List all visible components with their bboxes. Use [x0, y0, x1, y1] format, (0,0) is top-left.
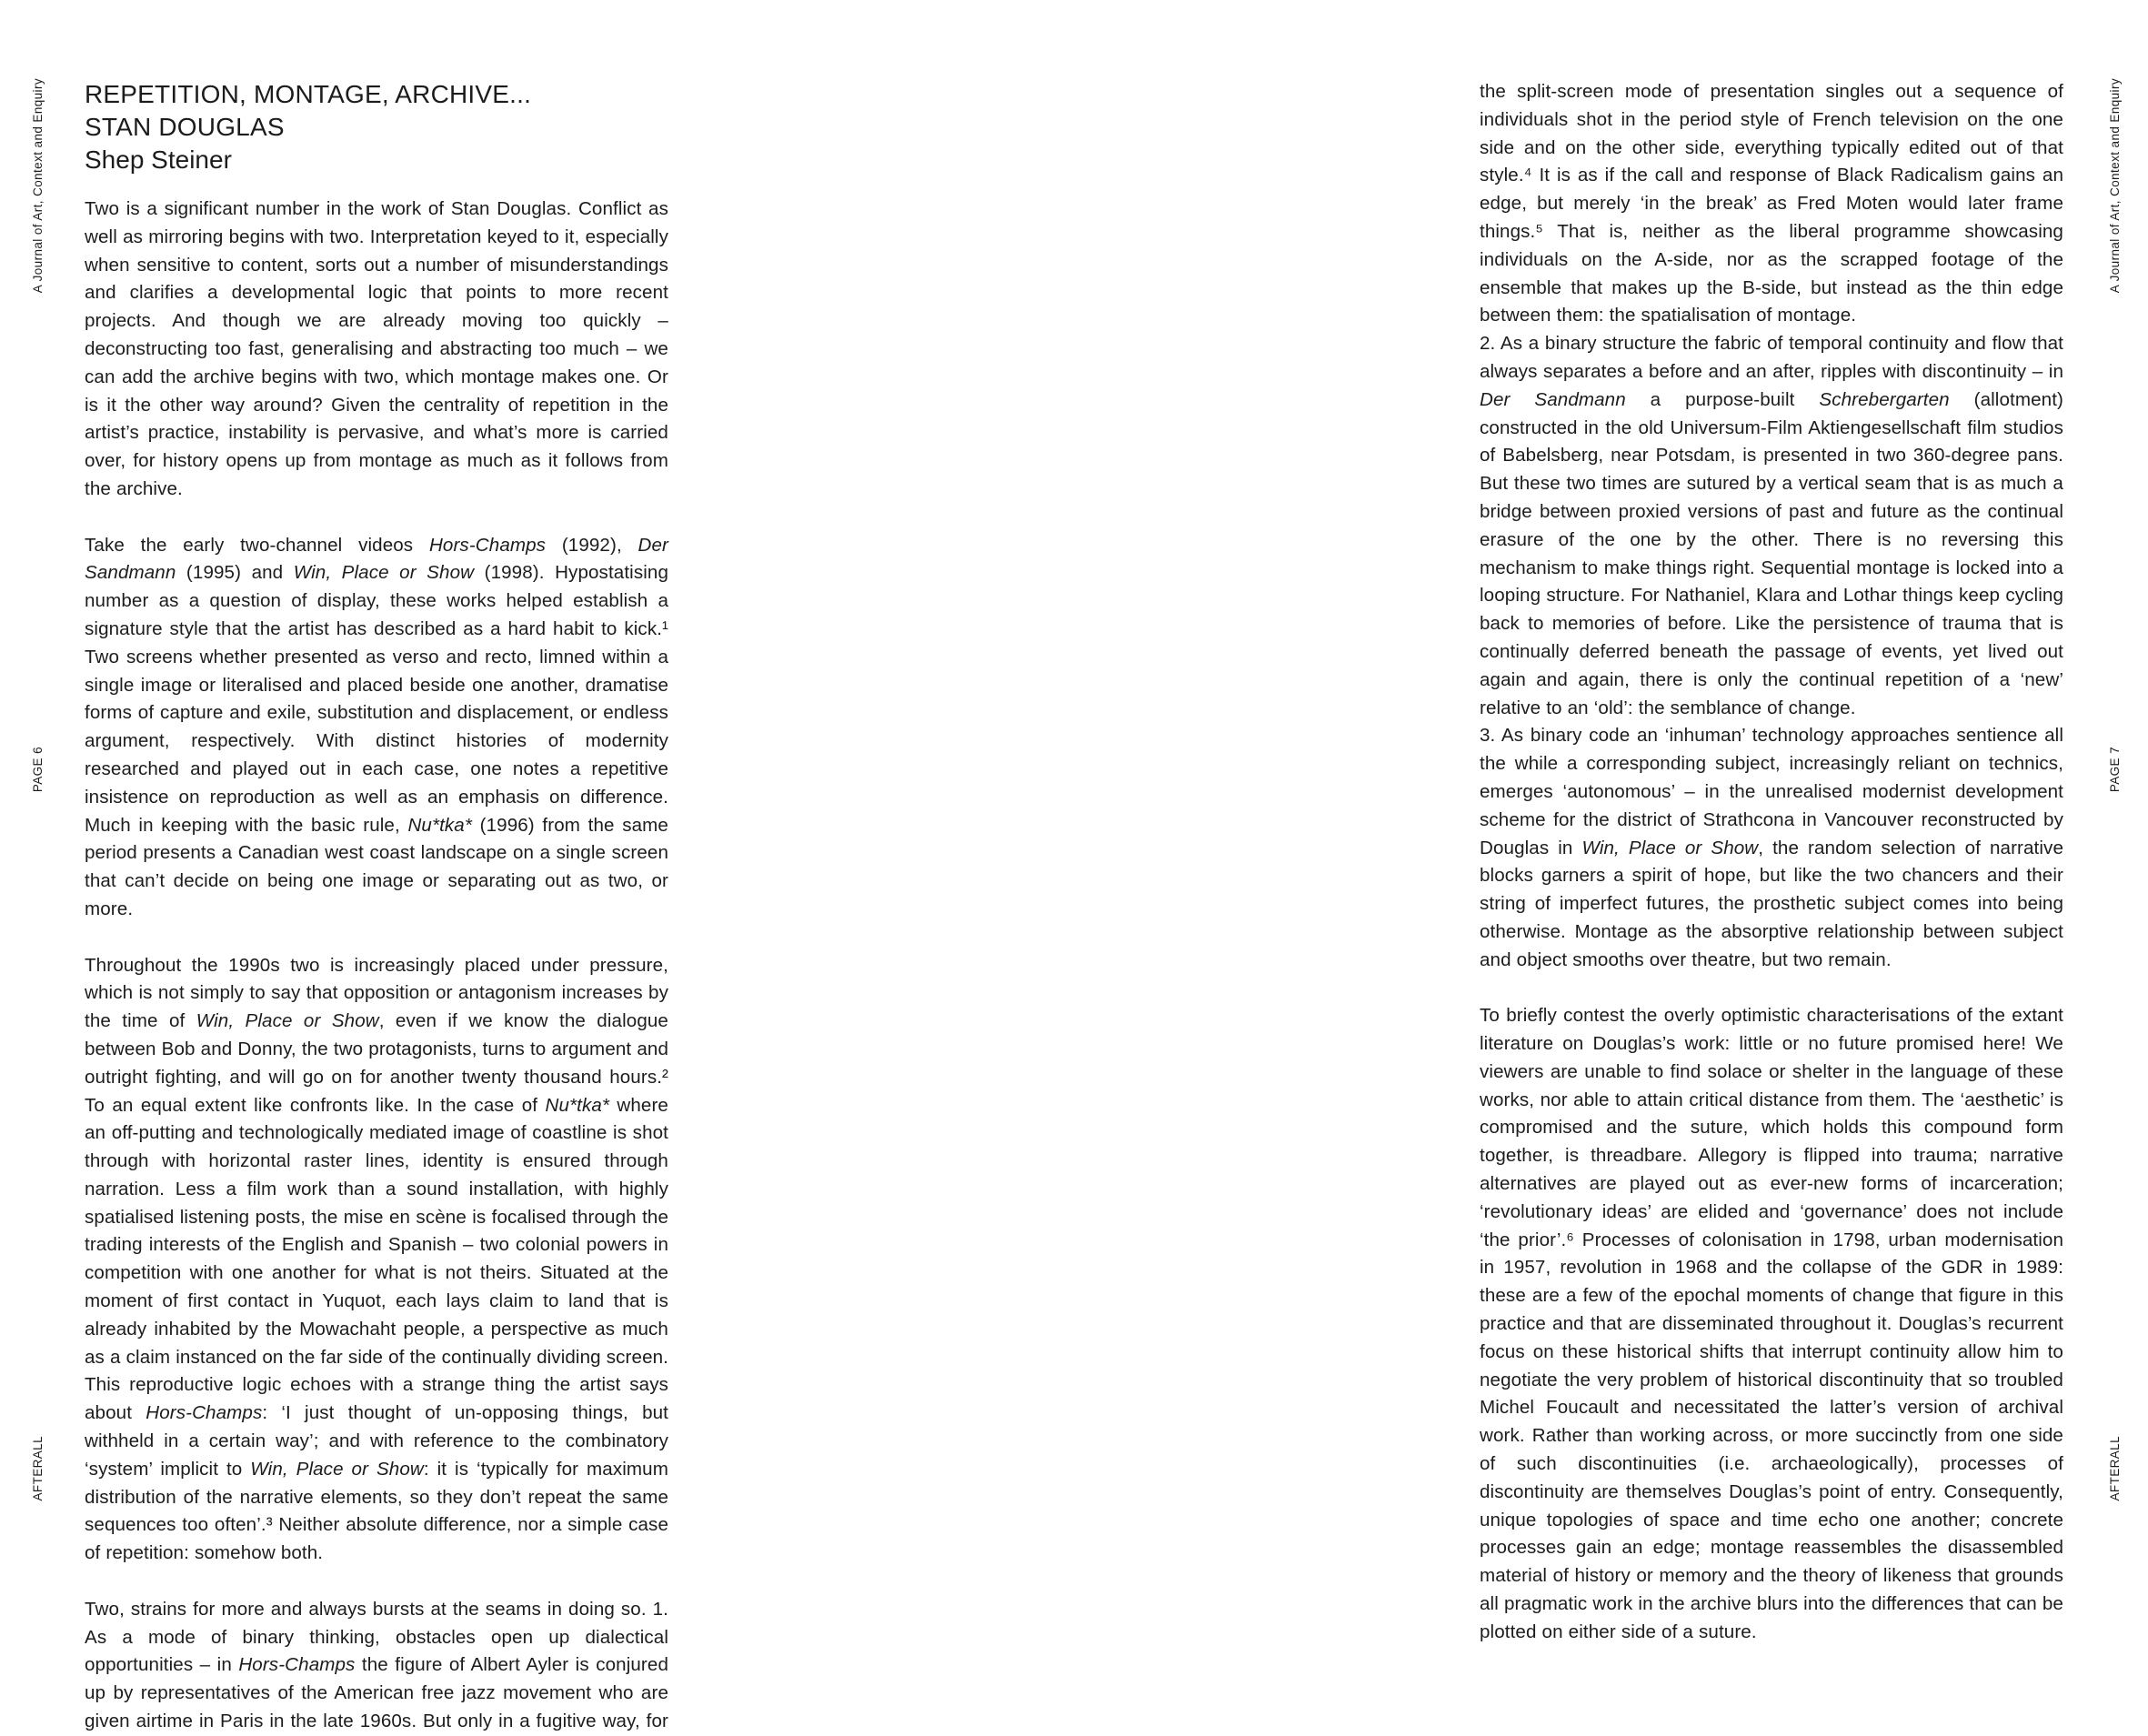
article-title-line1: REPETITION, MONTAGE, ARCHIVE... [85, 80, 532, 108]
right-page-label: PAGE 7 [2108, 747, 2122, 793]
paragraph: Take the early two-channel videos Hors-Champs (1992), Der Sandmann (1995) and Win, Place or Show (1998). Hypostatising number as a question of display, these works helped establish a signature style that the artist has described as a hard habit to kick.¹ Two screens whether presented as verso and recto, limned within a single image or literalised and placed beside one another, dramatise forms of capture and exile, substitution and displacement, or endless argument, respectively. With distinct histories of modernity researched and played out in each case, one notes a repetitive insistence on reproduction as well as an emphasis on difference. Much in keeping with the basic rule, Nu*tka* (1996) from the same period presents a Canadian west coast landscape on a single screen that can’t decide on being one image or separating out as two, or more. [85, 534, 668, 919]
article-author: Shep Steiner [85, 146, 232, 174]
right-page-column [1480, 78, 2063, 1647]
paragraph: 3. As binary code an ‘inhuman’ technology approaches sentience all the while a corresponding subject, increasingly reliant on technics, emerges ‘autonomous’ – in the unrealised modernist development scheme for the district of Strathcona in Vancouver reconstructed by Douglas in Win, Place or Show, the random selection of narrative blocks garners a spirit of hope, but like the two chancers and their string of imperfect futures, the prosthetic subject comes into being otherwise. Montage as the absorptive relationship between subject and object smooths over theatre, but two remain. [1480, 725, 2063, 970]
left-page-label: PAGE 6 [31, 747, 45, 793]
left-journal-spine-text: A Journal of Art, Context and Enquiry [31, 78, 45, 294]
right-journal-spine-text: A Journal of Art, Context and Enquiry [2108, 78, 2122, 294]
paragraph: Two, strains for more and always bursts at the seams in doing so. 1. As a mode of binary thinking, obstacles open up dialectical opportunities – in Hors-Champs the figure of Albert Ayler is conjured up by representatives of the American free jazz movement who are given airtime in Paris in the late 1960s. But only in a fugitive way, for [85, 1598, 668, 1732]
left-page-body-text [85, 196, 668, 1736]
left-page-column [85, 78, 668, 1736]
left-imprint: AFTERALL [31, 1435, 45, 1500]
right-page-body-text [1480, 78, 2063, 1647]
paragraph: 2. As a binary structure the fabric of temporal continuity and flow that always separates a before and an after, ripples with discontinuity – in Der Sandmann a purpose-built Schrebergarten (allotment) constructed in the old Universum-Film Aktiengesellschaft film studios of Babelsberg, near Potsdam, is presented in two 360-degree pans. But these two times are sutured by a vertical seam that is as much a bridge between proxied versions of past and future as the continual erasure of the one by the other. There is no reversing this mechanism to make things right. Sequential montage is locked into a looping structure. For Nathaniel, Klara and Lothar things keep cycling back to memories of before. Like the persistence of trauma that is continually deferred beneath the passage of events, yet lived out again and again, there is only the continual repetition of a ‘new’ relative to an ‘old’: the semblance of change. [1480, 333, 2063, 718]
right-imprint: AFTERALL [2108, 1435, 2122, 1500]
paragraph: To briefly contest the overly optimistic characterisations of the extant literature on Douglas’s work: little or no future promised here! We viewers are unable to find solace or shelter in the language of these works, nor able to attain critical distance from them. The ‘aesthetic’ is compromised and the suture, which holds this compound form together, is threadbare. Allegory is flipped into trauma; narrative alternatives are played out as ever-new forms of incarceration; ‘revolutionary ideas’ are elided and ‘governance’ does not include ‘the prior’.⁶ Processes of colonisation in 1798, urban modernisation in 1957, revolution in 1968 and the collapse of the GDR in 1989: these are a few of the epochal moments of change that figure in this practice and that are disseminated throughout it. Douglas’s recurrent focus on these historical shifts that interrupt continuity allow him to negotiate the very problem of historical discontinuity that so troubled Michel Foucault and necessitated the latter’s version of archival work. Rather than working across, or more succinctly from one side of such discontinuities (i.e. archaeologically), processes of discontinuity are themselves Douglas’s point of entry. Consequently, unique topologies of space and time echo one another; concrete processes gain an edge; montage reassembles the disassembled material of history or memory and the theory of likeness that grounds all pragmatic work in the archive blurs into the differences that can be plotted on either side of a suture. [1480, 1005, 2063, 1642]
paragraph: Throughout the 1990s two is increasingly placed under pressure, which is not simply to say that opposition or antagonism increases by the time of Win, Place or Show, even if we know the dialogue between Bob and Donny, the two protagonists, turns to argument and outright fighting, and will go on for another twenty thousand hours.² To an equal extent like confronts like. In the case of Nu*tka* where an off-putting and technologically mediated image of coastline is shot through with horizontal raster lines, identity is ensured through narration. Less a film work than a sound installation, with highly spatialised listening posts, the mise en scène is focalised through the trading interests of the English and Spanish – two colonial powers in competition with one another for what is not theirs. Situated at the moment of first contact in Yuquot, each lays claim to land that is already inhabited by the Mowachaht people, a perspective as much as a claim instanced on the far side of the continually dividing screen. This reproductive logic echoes with a strange thing the artist says about Hors-Champs: ‘I just thought of un-opposing things, but withheld in a certain way’; and with reference to the combinatory ‘system’ implicit to Win, Place or Show: it is ‘typically for maximum distribution of the narrative elements, so they don’t repeat the same sequences too often’.³ Neither absolute difference, nor a simple case of repetition: somehow both. [85, 954, 668, 1564]
paragraph: Two is a significant number in the work of Stan Douglas. Conflict as well as mirroring begins with two. Interpretation keyed to it, especially when sensitive to content, sorts out a number of misunderstandings and clarifies a developmental logic that points to more recent projects. And though we are already moving too quickly – deconstructing too fast, generalising and abstracting too much – we can add the archive begins with two, which montage makes one. Or is it the other way around? Given the centrality of repetition in the artist’s practice, instability is pervasive, and what’s more is carried over, for history opens up from montage as much as it follows from the archive. [85, 198, 668, 499]
article-title-line2: STAN DOUGLAS [85, 113, 285, 141]
paragraph: the split-screen mode of presentation singles out a sequence of individuals shot in the period style of French television on the one side and on the other side, everything typically edited out of that style.⁴ It is as if the call and response of Black Radicalism gains an edge, but merely ‘in the break’ as Fred Moten would later frame things.⁵ That is, neither as the liberal programme showcasing individuals on the A-side, nor as the scrapped footage of the ensemble that makes up the B-side, but instead as the thin edge between them: the spatialisation of montage. [1480, 81, 2063, 326]
article-title [85, 78, 668, 144]
